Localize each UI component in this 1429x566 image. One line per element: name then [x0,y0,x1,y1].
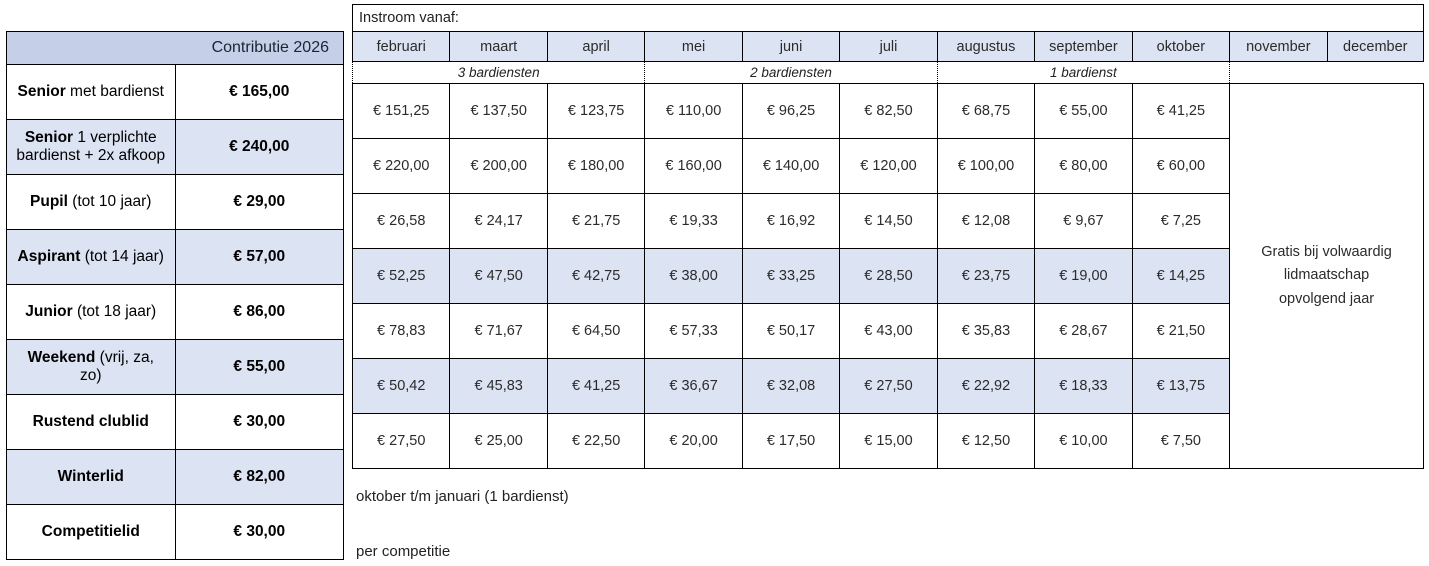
table-row [353,84,1424,139]
proration-cell: € 151,25 [353,84,450,139]
proration-cell: € 43,00 [840,304,937,359]
membership-price-cell: € 82,00 [175,450,344,505]
month-header-juli: juli [840,32,937,62]
membership-name-cell [7,175,176,230]
proration-cell: € 42,75 [547,249,644,304]
proration-cell: € 26,58 [353,194,450,249]
membership-price-cell: € 240,00 [175,120,344,175]
proration-cell: € 80,00 [1035,139,1132,194]
membership-price-cell: € 30,00 [175,395,344,450]
proration-cell: € 14,25 [1132,249,1229,304]
proration-cell: € 82,50 [840,84,937,139]
proration-cell: € 137,50 [450,84,547,139]
proration-cell: € 36,67 [645,359,742,414]
proration-cell: € 41,25 [1132,84,1229,139]
month-header-mei: mei [645,32,742,62]
proration-cell: € 16,92 [742,194,839,249]
proration-cell: € 50,17 [742,304,839,359]
membership-name-strong: Weekend [27,349,96,366]
proration-cell: € 7,50 [1132,414,1229,469]
notes-area [352,469,1424,566]
proration-cell: € 7,25 [1132,194,1229,249]
proration-cell: € 28,67 [1035,304,1132,359]
proration-cell: € 41,25 [547,359,644,414]
proration-cell: € 123,75 [547,84,644,139]
membership-fee-table [6,31,344,560]
proration-cell: € 200,00 [450,139,547,194]
proration-cell: € 50,42 [353,359,450,414]
bardienst-group-3: 3 bardiensten [353,62,645,84]
proration-cell: € 10,00 [1035,414,1132,469]
membership-name-strong: Pupil [30,193,68,210]
membership-name-rest: (tot 10 jaar) [67,193,152,210]
proration-cell: € 33,25 [742,249,839,304]
membership-name-strong: Junior [25,303,73,320]
membership-name-cell [7,65,176,120]
membership-price-cell: € 57,00 [175,230,344,285]
proration-cell: € 180,00 [547,139,644,194]
proration-cell: € 110,00 [645,84,742,139]
proration-panel [352,4,1424,566]
proration-cell: € 60,00 [1132,139,1229,194]
membership-name-strong: Aspirant [17,248,81,265]
membership-name-rest: met bardienst [65,83,164,100]
month-header-februari: februari [353,32,450,62]
proration-cell: € 120,00 [840,139,937,194]
bardienst-group-row [353,62,1424,84]
membership-name-rest: (tot 18 jaar) [72,303,157,320]
month-header-augustus: augustus [937,32,1034,62]
membership-price-cell: € 165,00 [175,65,344,120]
membership-name-cell [7,120,176,175]
proration-cell: € 12,50 [937,414,1034,469]
note-competitielid: per competitie [356,543,451,560]
membership-price-cell: € 55,00 [175,340,344,395]
membership-price-cell: € 86,00 [175,285,344,340]
proration-cell: € 52,25 [353,249,450,304]
membership-name-cell [7,395,176,450]
proration-cell: € 71,67 [450,304,547,359]
proration-cell: € 32,08 [742,359,839,414]
note-winterlid: oktober t/m januari (1 bardienst) [356,488,569,505]
proration-cell: € 78,83 [353,304,450,359]
proration-cell: € 96,25 [742,84,839,139]
proration-cell: € 22,50 [547,414,644,469]
membership-name-strong: Winterlid [57,468,124,485]
month-header-april: april [547,32,644,62]
membership-name-cell [7,450,176,505]
month-header-november: november [1230,32,1327,62]
proration-table [352,31,1424,469]
table-row [7,120,344,175]
month-header-juni: juni [742,32,839,62]
proration-cell: € 19,00 [1035,249,1132,304]
proration-cell: € 22,92 [937,359,1034,414]
month-header-maart: maart [450,32,547,62]
proration-cell: € 38,00 [645,249,742,304]
proration-cell: € 20,00 [645,414,742,469]
gratis-note-cell [1230,84,1424,469]
table-row [7,230,344,285]
instroom-label: Instroom vanaf: [352,4,1424,31]
bardienst-group-1: 1 bardienst [937,62,1229,84]
membership-name-rest: (tot 14 jaar) [80,248,164,265]
membership-name-rest: (vrij, za, zo) [79,349,154,384]
proration-cell: € 64,50 [547,304,644,359]
proration-cell: € 140,00 [742,139,839,194]
bardienst-group-empty [1230,62,1424,84]
membership-name-cell [7,340,176,395]
month-header-december: december [1327,32,1423,62]
membership-name-cell [7,230,176,285]
proration-cell: € 220,00 [353,139,450,194]
proration-cell: € 45,83 [450,359,547,414]
table-row [7,395,344,450]
membership-name-strong: Senior [17,83,66,100]
membership-name-cell [7,505,176,560]
proration-cell: € 14,50 [840,194,937,249]
proration-cell: € 27,50 [840,359,937,414]
proration-cell: € 18,33 [1035,359,1132,414]
proration-cell: € 55,00 [1035,84,1132,139]
membership-name-strong: Senior [24,129,74,146]
proration-cell: € 17,50 [742,414,839,469]
proration-cell: € 100,00 [937,139,1034,194]
proration-cell: € 21,75 [547,194,644,249]
proration-cell: € 57,33 [645,304,742,359]
month-header-september: september [1035,32,1132,62]
month-header-oktober: oktober [1132,32,1229,62]
table-row [7,505,344,560]
proration-cell: € 15,00 [840,414,937,469]
table-row [7,175,344,230]
table-row [7,65,344,120]
proration-cell: € 35,83 [937,304,1034,359]
proration-cell: € 9,67 [1035,194,1132,249]
proration-cell: € 13,75 [1132,359,1229,414]
gratis-note-line2: lidmaatschap [1283,267,1370,284]
gratis-note-line1: Gratis bij volwaardig [1261,244,1392,261]
membership-name-rest: 1 verplichte bardienst + 2x afkoop [16,129,166,164]
membership-name-strong: Rustend clublid [32,413,149,430]
proration-cell: € 21,50 [1132,304,1229,359]
proration-cell: € 12,08 [937,194,1034,249]
bardienst-group-2: 2 bardiensten [645,62,937,84]
membership-name-strong: Competitielid [41,523,140,540]
proration-cell: € 25,00 [450,414,547,469]
proration-cell: € 47,50 [450,249,547,304]
proration-cell: € 28,50 [840,249,937,304]
proration-cell: € 68,75 [937,84,1034,139]
table-title-row [7,32,344,65]
table-row [7,285,344,340]
membership-name-cell [7,285,176,340]
table-row [7,340,344,395]
proration-cell: € 24,17 [450,194,547,249]
gratis-note-line3: opvolgend jaar [1278,290,1375,307]
membership-price-cell: € 30,00 [175,505,344,560]
proration-cell: € 27,50 [353,414,450,469]
proration-cell: € 23,75 [937,249,1034,304]
table-row [7,450,344,505]
month-header-row [353,32,1424,62]
proration-cell: € 19,33 [645,194,742,249]
proration-cell: € 160,00 [645,139,742,194]
membership-price-cell: € 29,00 [175,175,344,230]
page-title: Contributie 2026 [7,32,344,65]
